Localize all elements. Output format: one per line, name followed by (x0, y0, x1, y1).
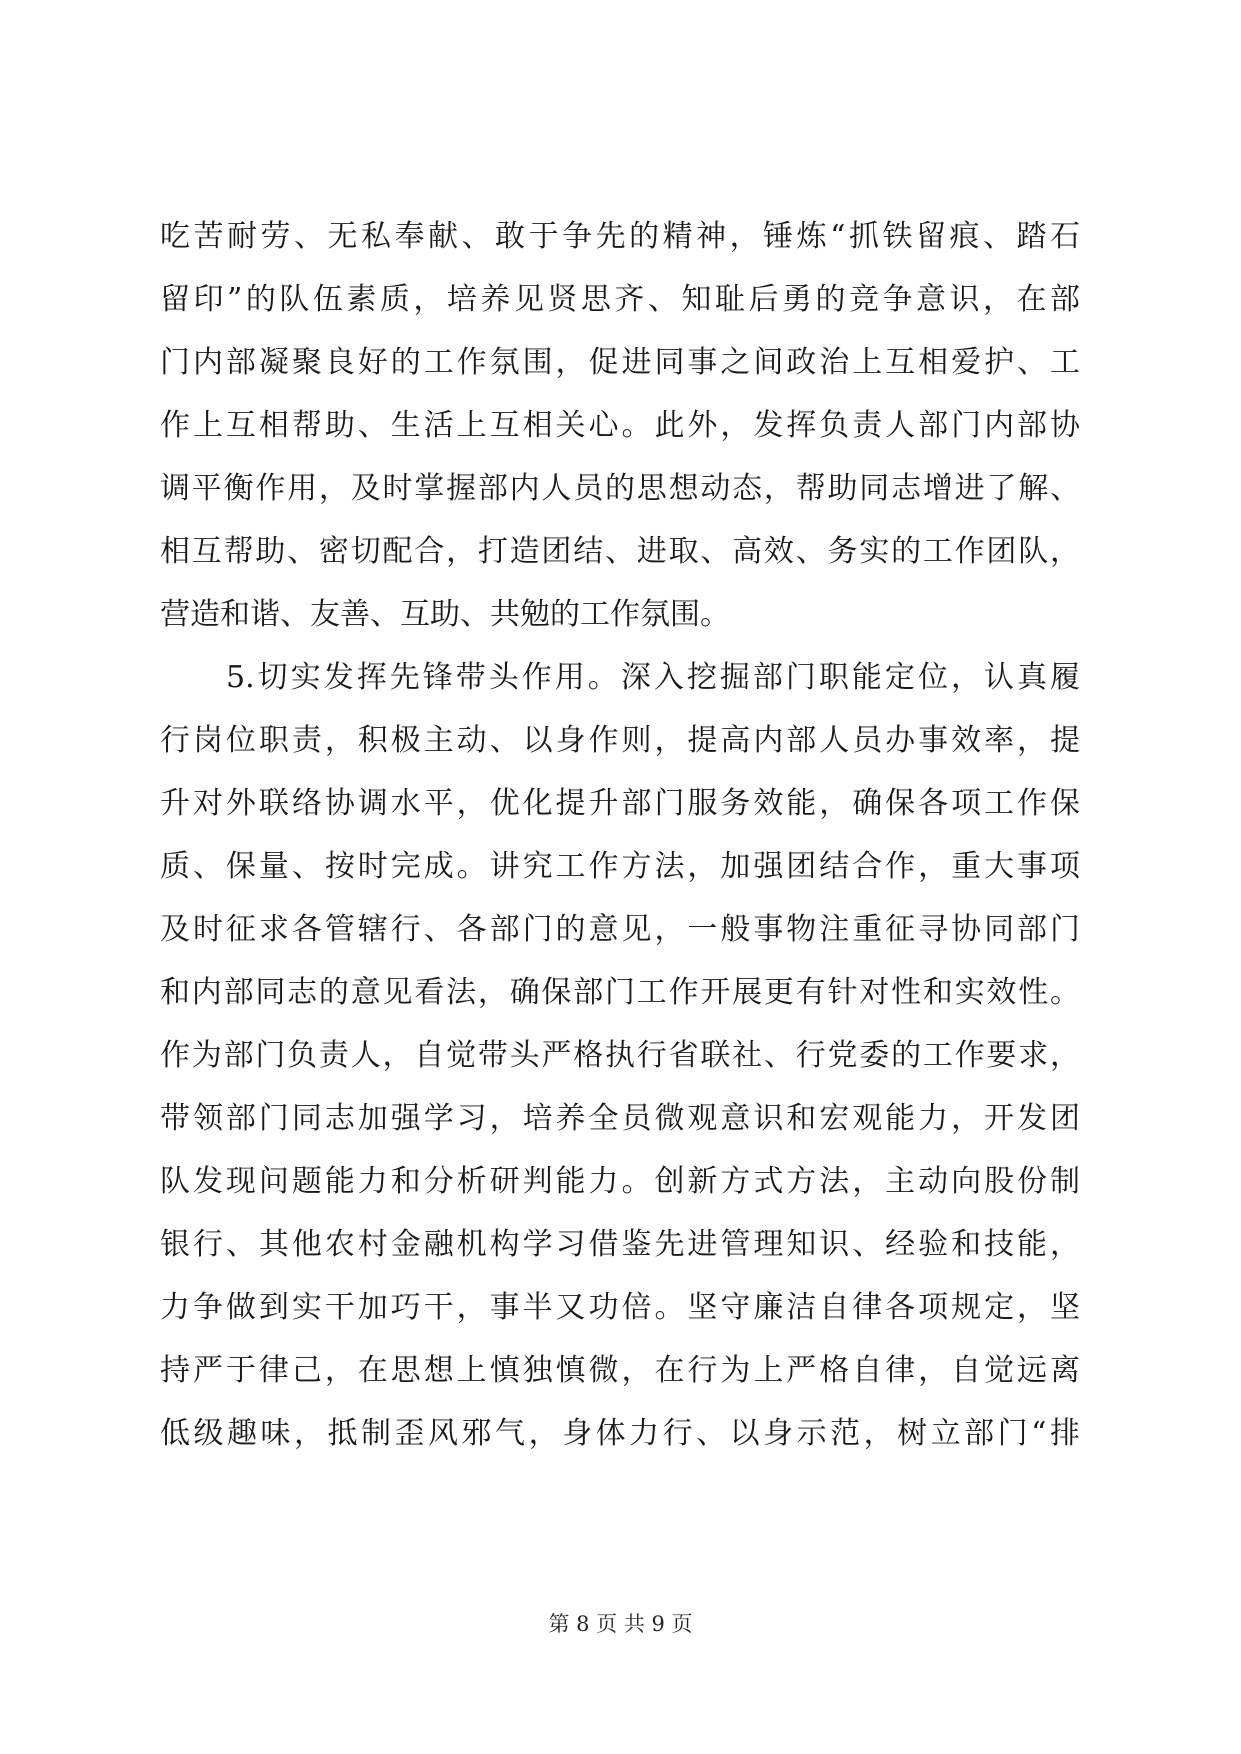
text-line: 力争做到实干加巧干，事半又功倍。坚守廉洁自律各项规定，坚 (160, 1290, 1080, 1325)
text-line: 营造和谐、友善、互助、共勉的工作氛围。 (160, 597, 730, 632)
page-number: 第 8 页 共 9 页 (548, 1612, 693, 1636)
text-line: 相互帮助、密切配合，打造团结、进取、高效、务实的工作团队， (160, 534, 1080, 569)
text-line: 调平衡作用，及时掌握部内人员的思想动态，帮助同志增进了解、 (160, 471, 1080, 506)
text-line: 5.切实发挥先锋带头作用。深入挖掘部门职能定位，认真履 (160, 660, 1080, 695)
text-line: 及时征求各管辖行、各部门的意见，一般事物注重征寻协同部门 (160, 912, 1080, 947)
text-line: 门内部凝聚良好的工作氛围，促进同事之间政治上互相爱护、工 (160, 345, 1080, 380)
document-body (160, 205, 1080, 1465)
text-line: 和内部同志的意见看法，确保部门工作开展更有针对性和实效性。 (160, 975, 1080, 1010)
text-line: 带领部门同志加强学习，培养全员微观意识和宏观能力，开发团 (160, 1101, 1080, 1136)
text-line: 队发现问题能力和分析研判能力。创新方式方法，主动向股份制 (160, 1164, 1080, 1199)
text-line: 银行、其他农村金融机构学习借鉴先进管理知识、经验和技能， (160, 1227, 1080, 1262)
text-line: 低级趣味，抵制歪风邪气，身体力行、以身示范，树立部门“排 (160, 1416, 1080, 1451)
text-line: 行岗位职责，积极主动、以身作则，提高内部人员办事效率，提 (160, 723, 1080, 758)
text-line: 吃苦耐劳、无私奉献、敢于争先的精神，锤炼“抓铁留痕、踏石 (160, 219, 1080, 254)
text-line: 作上互相帮助、生活上互相关心。此外，发挥负责人部门内部协 (160, 408, 1080, 443)
text-line: 作为部门负责人，自觉带头严格执行省联社、行党委的工作要求， (160, 1038, 1080, 1073)
text-line: 留印”的队伍素质，培养见贤思齐、知耻后勇的竞争意识，在部 (160, 282, 1080, 317)
text-line: 升对外联络协调水平，优化提升部门服务效能，确保各项工作保 (160, 786, 1080, 821)
text-line: 持严于律己，在思想上慎独慎微，在行为上严格自律，自觉远离 (160, 1353, 1080, 1388)
text-line: 质、保量、按时完成。讲究工作方法，加强团结合作，重大事项 (160, 849, 1080, 884)
